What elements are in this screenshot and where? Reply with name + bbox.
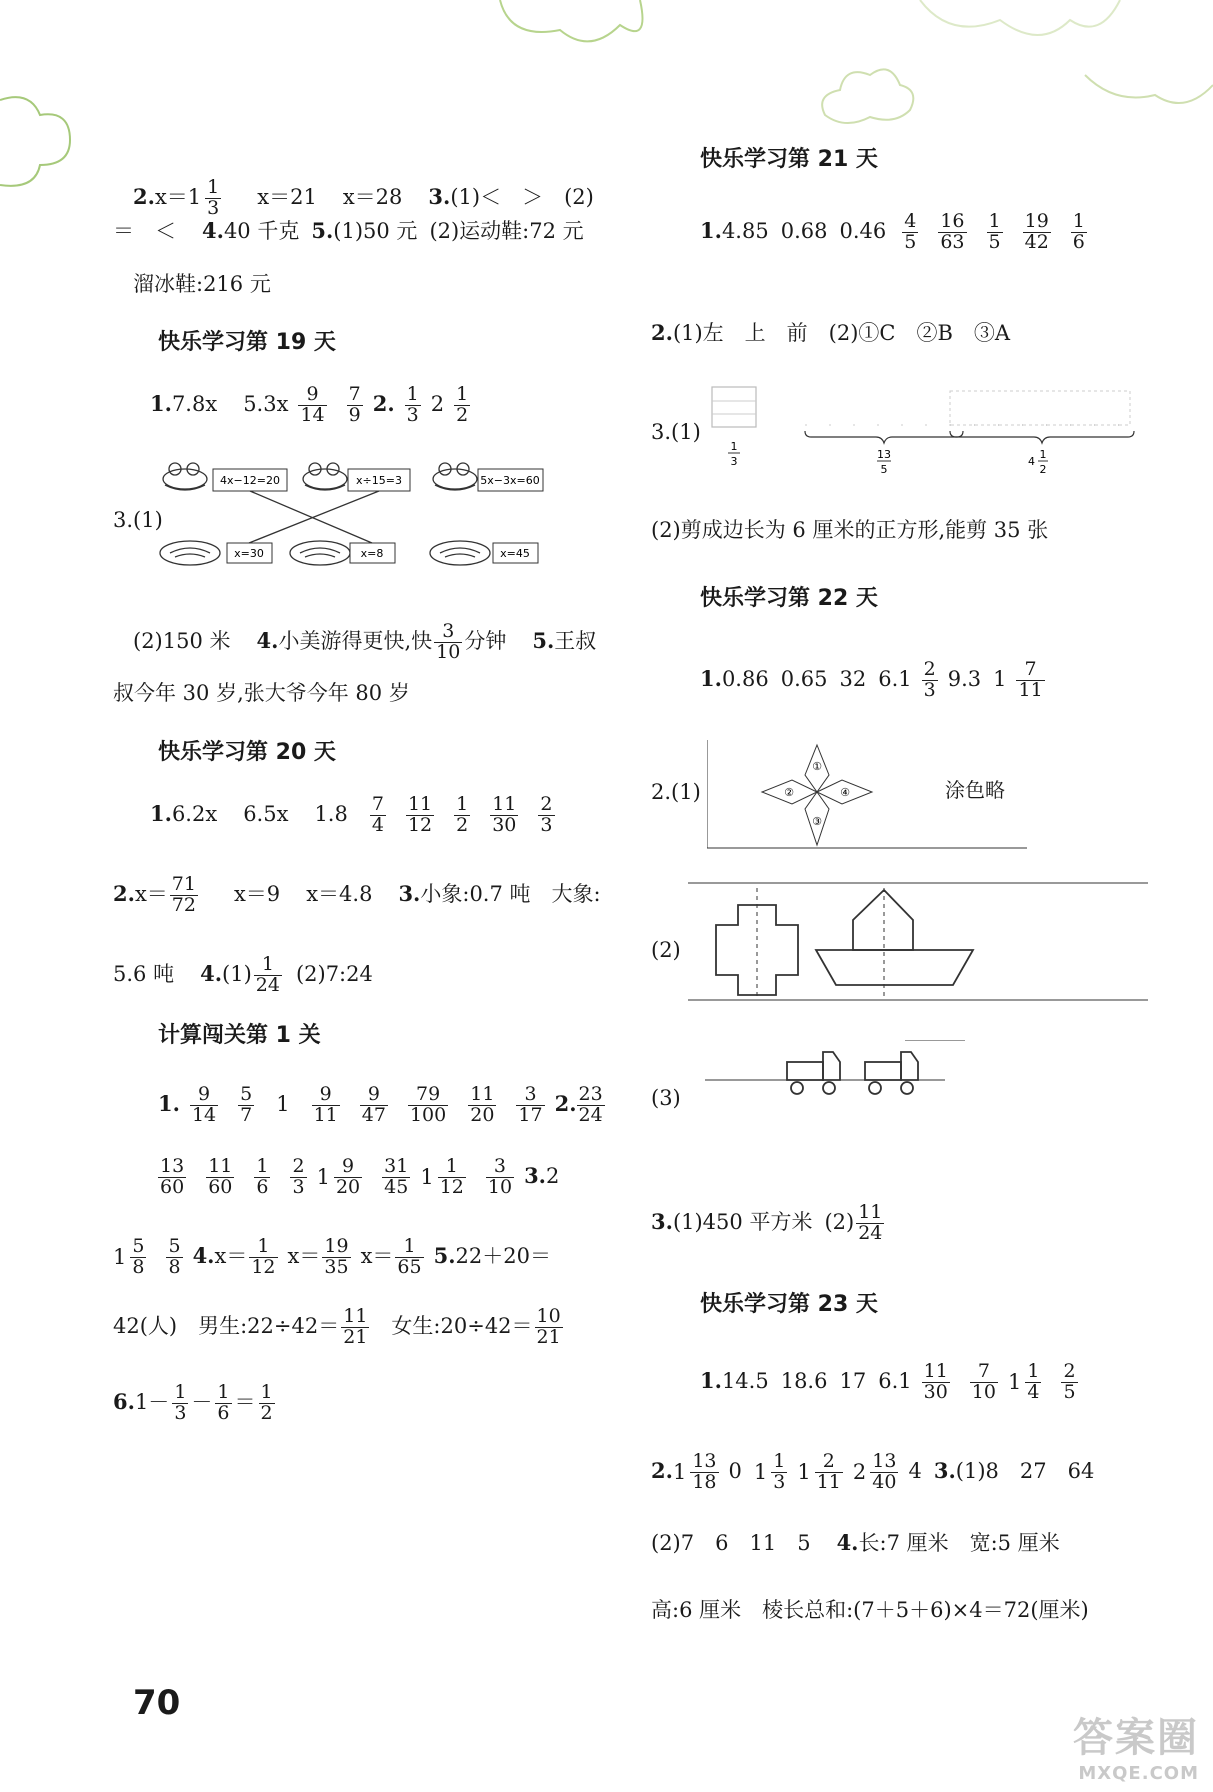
cloud-decoration-right [815, 55, 1213, 155]
question-number: 2. [133, 183, 155, 209]
figure-label: 1 [1039, 448, 1047, 461]
answer-line: 5.6 吨 4.(1) $\frac{1}{24}$ (2)7:24 [113, 953, 373, 996]
equation-box: 4x−12=20 [220, 474, 280, 487]
answer-box: x=30 [234, 547, 264, 560]
frog-icon [163, 463, 207, 490]
answer-line: 1.14.5 18.6 17 6.1 $\frac{11}{30}$ $\frac{7}{10}$ 1 $\frac{1}{4}$ $\frac{2}{5}$ [700, 1360, 1076, 1403]
section-heading-day20: 快乐学习第 20 天 [158, 740, 336, 765]
watermark-logo: 答案圈 MXQE.COM [1073, 1715, 1199, 1784]
fraction: $\frac{1}{2}$ [456, 383, 469, 426]
question-label: (3) [651, 1086, 681, 1110]
section-heading-day23: 快乐学习第 23 天 [700, 1292, 878, 1317]
answer-line: $\frac{13}{60}$ $\frac{11}{60}$ $\frac{1}{6}$ $\frac{2}{3}$ 1 $\frac{9}{20}$ $\frac{31}{45}$ 1 $\frac{1}{12}$ $\frac{3}{10}$ 3.2 [160, 1155, 560, 1198]
fraction: $\frac{3}{10}$ [436, 620, 461, 663]
frog-icon [303, 463, 347, 490]
question-label: (2) [651, 938, 681, 962]
frog-lilypad-matching-figure [155, 455, 545, 580]
figure-label: 3 [730, 455, 738, 468]
answer-line: (2)7 6 11 5 4.长:7 厘米 宽:5 厘米 [651, 1530, 1060, 1555]
cloud-decoration-left [0, 95, 90, 205]
section-heading-calc1: 计算闯关第 1 关 [158, 1023, 321, 1048]
answer-line: 叔今年 30 岁,张大爷今年 80 岁 [113, 681, 410, 705]
truck-icon [865, 1052, 918, 1094]
figure-note: 涂色略 [945, 778, 1005, 802]
question-number: 4. [202, 218, 224, 243]
lily-pad-icon [160, 541, 220, 565]
equation-box: 5x−3x=60 [480, 474, 540, 487]
fraction: $\frac{9}{14}$ [300, 383, 325, 426]
answer-line: 1.6.2x 6.5x 1.8 $\frac{7}{4}$ $\frac{11}{12}$ $\frac{1}{2}$ $\frac{11}{30}$ $\frac{2}{3}$ [150, 793, 553, 836]
answer-line: 1. $\frac{9}{14}$ $\frac{5}{7}$ 1 $\frac{9}{11}$ $\frac{9}{47}$ $\frac{79}{100}$ $\frac{11}{20}$ $\frac{3}{17}$ 2. $\frac{23}{24}$ [158, 1083, 603, 1126]
symmetry-figure [688, 880, 1158, 1005]
figure-label: 2 [1039, 463, 1047, 475]
answer-line: (2)剪成边长为 6 厘米的正方形,能剪 35 张 [651, 518, 1049, 542]
lily-pad-icon [430, 541, 490, 565]
answer-text: 40 千克 [223, 219, 300, 243]
answer-text: x＝1 [154, 184, 202, 209]
answer-text: (2)运动鞋:72 元 [429, 219, 584, 243]
answer-line: 1.0.86 0.65 32 6.1 $\frac{2}{3}$ 9.3 1 $\frac{7}{11}$ [700, 658, 1043, 701]
answer-line: 2.x＝ $\frac{71}{72}$ x＝9 x＝4.8 3.小象:0.7 吨 大象: [113, 873, 601, 916]
answer-line: 高:6 厘米 棱长总和:(7＋5＋6)×4＝72(厘米) [651, 1598, 1089, 1622]
question-number: 3. [428, 183, 451, 209]
section-heading-day19: 快乐学习第 19 天 [158, 330, 336, 355]
question-label: 3.(1) [651, 420, 701, 444]
fraction: $\frac{1}{3}$ [406, 383, 419, 426]
answer-line [133, 178, 594, 219]
truck-translation-figure [705, 1040, 975, 1110]
answer-line: 1.7.8x 5.3x $\frac{9}{14}$ $\frac{7}{9}$ 2. $\frac{1}{3}$ 2 $\frac{1}{2}$ [150, 383, 469, 426]
answer-line [113, 220, 584, 242]
truck-icon [787, 1052, 840, 1094]
lily-pad-icon [290, 541, 350, 565]
section-heading-day22: 快乐学习第 22 天 [700, 586, 878, 611]
answer-line: 3.(1)450 平方米 (2) $\frac{11}{24}$ [651, 1201, 883, 1244]
answer-line: 6.1－ $\frac{1}{3}$ － $\frac{1}{6}$ ＝ $\frac{1}{2}$ [113, 1381, 273, 1424]
answer-line: 1.4.85 0.68 0.46 $\frac{4}{5}$ $\frac{16}{63}$ $\frac{1}{5}$ $\frac{19}{42}$ $\frac{1}{6}$ [700, 210, 1085, 253]
frog-icon [433, 463, 477, 490]
rhombus-label: ① [812, 760, 822, 773]
question-label: 3.(1) [113, 508, 163, 532]
fraction: $\frac{7}{9}$ [348, 383, 361, 426]
rhombus-label: ② [784, 786, 794, 799]
page-number: 70 [133, 1683, 181, 1723]
answer-line: 2. 1 $\frac{13}{18}$ 0 1 $\frac{1}{3}$ 1 $\frac{2}{11}$ 2 $\frac{13}{40}$ 4 3.(1)8 27 64 [651, 1450, 1095, 1493]
section-heading-day21: 快乐学习第 21 天 [700, 147, 878, 172]
answer-text: x＝21 [257, 184, 317, 209]
answer-text: (1)＜ ＞ (2) [450, 184, 594, 209]
answer-text: (1)50 元 [333, 219, 418, 243]
figure-label: 4 [1028, 455, 1035, 468]
answer-text: ＝ ＜ [113, 219, 176, 243]
answer-line: 1 $\frac{5}{8}$ $\frac{5}{8}$ 4.x＝ $\frac{1}{12}$ x＝ $\frac{19}{35}$ x＝ $\frac{1}{65}$ 5.22＋20＝ [113, 1235, 551, 1278]
figure-label: 13 [877, 448, 891, 461]
question-label: 2.(1) [651, 780, 701, 804]
answer-line: 溜冰鞋:216 元 [133, 272, 271, 296]
answer-box: x=45 [500, 547, 530, 560]
answer-line: (2)150 米 4.小美游得更快,快 $\frac{3}{10}$ 分钟 5.王叔 [133, 620, 597, 663]
figure-label: 5 [880, 463, 888, 475]
question-number: 5. [311, 218, 334, 243]
answer-box: x=8 [360, 547, 384, 560]
rhombus-label: ③ [812, 815, 822, 828]
answer-line: 42(人) 男生:22÷42＝ $\frac{11}{21}$ 女生:20÷42＝ $\frac{10}{21}$ [113, 1305, 561, 1348]
fraction: $\frac{1}{3}$ [207, 176, 220, 219]
fraction-bar-figure [710, 385, 1150, 475]
answer-text: x＝28 [342, 184, 403, 209]
figure-label: 1 [730, 440, 738, 453]
answer-line: 2.(1)左 上 前 (2)①C ②B ③A [651, 320, 1011, 345]
rhombus-label: ④ [840, 786, 850, 799]
equation-box: x÷15=3 [356, 474, 402, 487]
